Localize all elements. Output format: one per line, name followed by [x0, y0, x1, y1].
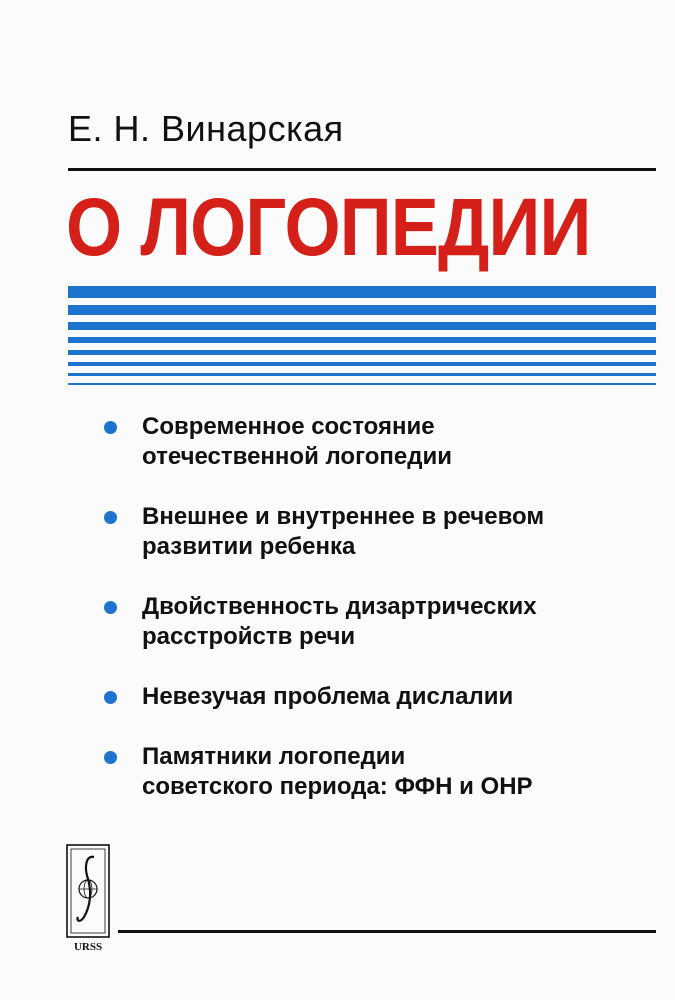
- list-item-line: Памятники логопедии: [142, 743, 406, 770]
- stripe-6: [68, 362, 656, 366]
- blue-dot-icon: [104, 421, 117, 434]
- list-item: [104, 682, 644, 712]
- urss-logo-icon: [64, 843, 112, 951]
- blue-dot-icon: [104, 601, 117, 614]
- top-rule: [68, 168, 656, 171]
- stripe-3: [68, 322, 656, 330]
- stripe-2: [68, 305, 656, 315]
- stripe-4: [68, 337, 656, 343]
- blue-dot-icon: [104, 751, 117, 764]
- blue-dot-icon: [104, 691, 117, 704]
- list-item: [104, 742, 644, 802]
- list-item-line: Двойственность дизартрических: [142, 593, 537, 620]
- list-item: [104, 412, 644, 472]
- list-item-line: Внешнее и внутреннее в речевом: [142, 503, 545, 530]
- bottom-rule: [118, 930, 656, 933]
- author-name: Е. Н. Винарская: [68, 108, 344, 149]
- stripe-5: [68, 350, 656, 355]
- topics-list: [104, 412, 644, 832]
- stripe-8: [68, 383, 656, 385]
- list-item-line: развитии ребенка: [142, 533, 356, 560]
- list-item-line: Невезучая проблема дислалии: [142, 683, 514, 710]
- list-item: [104, 502, 644, 562]
- list-item-line: советского периода: ФФН и ОНР: [142, 773, 533, 800]
- list-item-line: расстройств речи: [142, 623, 356, 650]
- list-item-line: Современное состояние: [142, 413, 435, 440]
- blue-dot-icon: [104, 511, 117, 524]
- stripe-7: [68, 373, 656, 376]
- stripe-1: [68, 286, 656, 298]
- list-item: [104, 592, 644, 652]
- list-item-line: отечественной логопедии: [142, 443, 453, 470]
- publisher-name: URSS: [73, 941, 103, 953]
- book-title: О ЛОГОПЕДИИ: [66, 182, 591, 273]
